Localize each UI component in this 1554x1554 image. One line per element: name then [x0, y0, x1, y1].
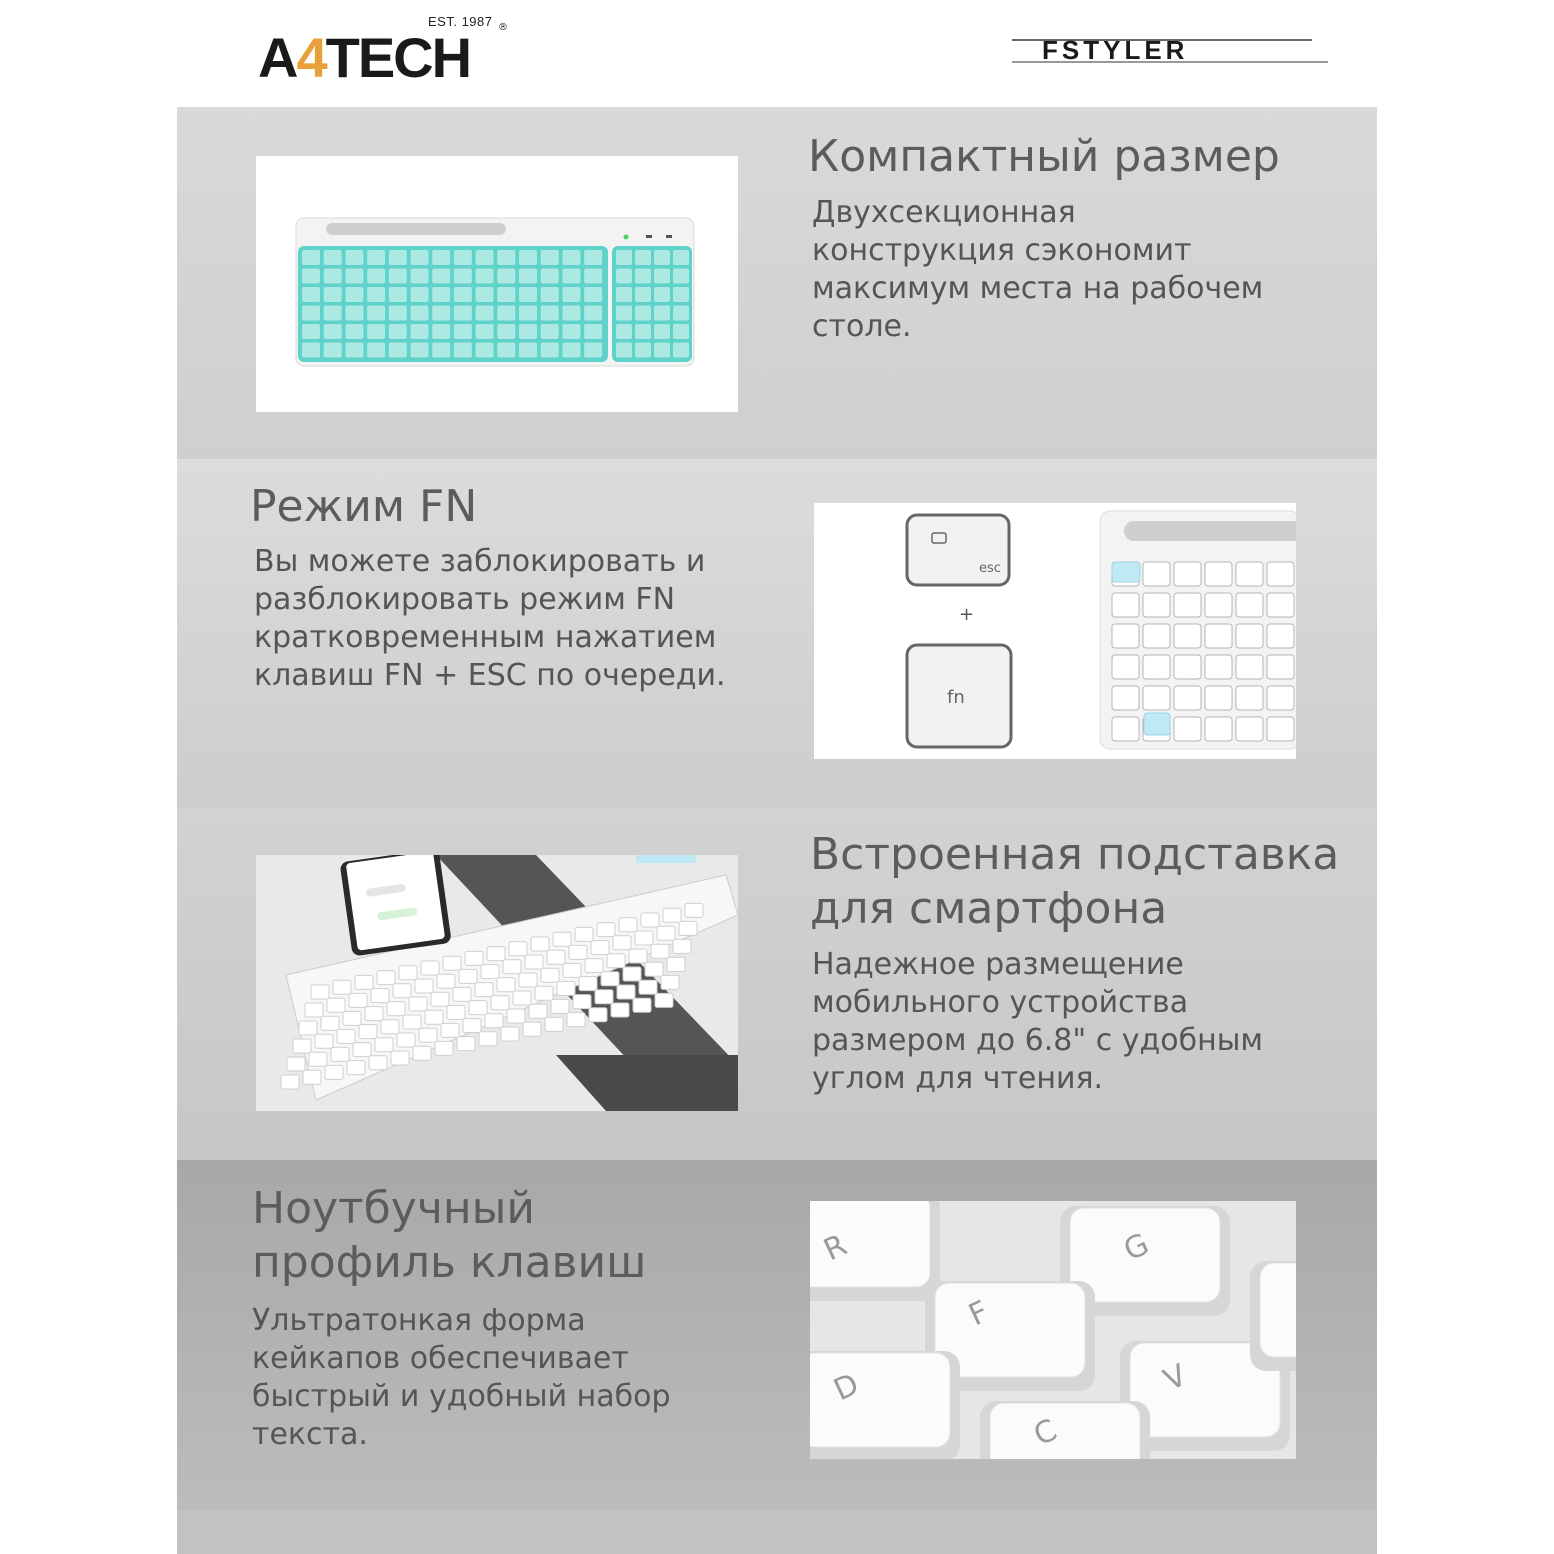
keycap-letter: R — [818, 1227, 853, 1269]
section-title-line1: Ноутбучный — [252, 1183, 535, 1234]
teal-keyboard-image — [256, 156, 738, 412]
section-title: Режим FN — [250, 481, 478, 532]
plus-sign: + — [959, 604, 975, 625]
section-text: Двухсекционная конструкция сэкономит максимум места на рабочем столе. — [812, 195, 1264, 344]
section-text: Вы можете заблокировать и разблокировать режим FN кратковременным нажатием клавиш FN + ESC по очереди. — [254, 544, 726, 693]
logo-main: A4TECH — [258, 26, 471, 89]
fn-key-label: fn — [947, 687, 965, 708]
a4tech-logo: EST. 1987 A4TECH ® — [258, 14, 508, 89]
keyboard-phone-image — [256, 855, 738, 1111]
section-title-line2: для смартфона — [810, 883, 1168, 934]
section-title-line1: Встроенная подставка — [810, 829, 1340, 880]
logo-sub: FSTYLER — [1042, 36, 1189, 65]
keycap-letter: V — [1158, 1357, 1192, 1399]
section-title-line2: профиль клавиш — [252, 1237, 647, 1288]
fstyler-logo — [1012, 36, 1328, 66]
logo-est: EST. 1987 — [428, 14, 493, 29]
fn-esc-image — [814, 503, 1296, 759]
keycaps-closeup-image — [810, 1201, 1296, 1459]
bottom-strip — [177, 1510, 1377, 1554]
section-text: Надежное размещение мобильного устройства размером до 6.8" с удобным углом для чтения. — [812, 947, 1264, 1096]
keycap-letter: F — [963, 1294, 995, 1334]
keycap-letter: D — [828, 1366, 865, 1409]
keycap-letter: G — [1118, 1226, 1155, 1269]
keycap-letter: C — [1028, 1412, 1063, 1454]
esc-key-label: esc — [979, 561, 1001, 576]
section-title: Компактный размер — [808, 131, 1280, 182]
section-text: Ультратонкая форма кейкапов обеспечивает быстрый и удобный набор текста. — [252, 1303, 671, 1452]
